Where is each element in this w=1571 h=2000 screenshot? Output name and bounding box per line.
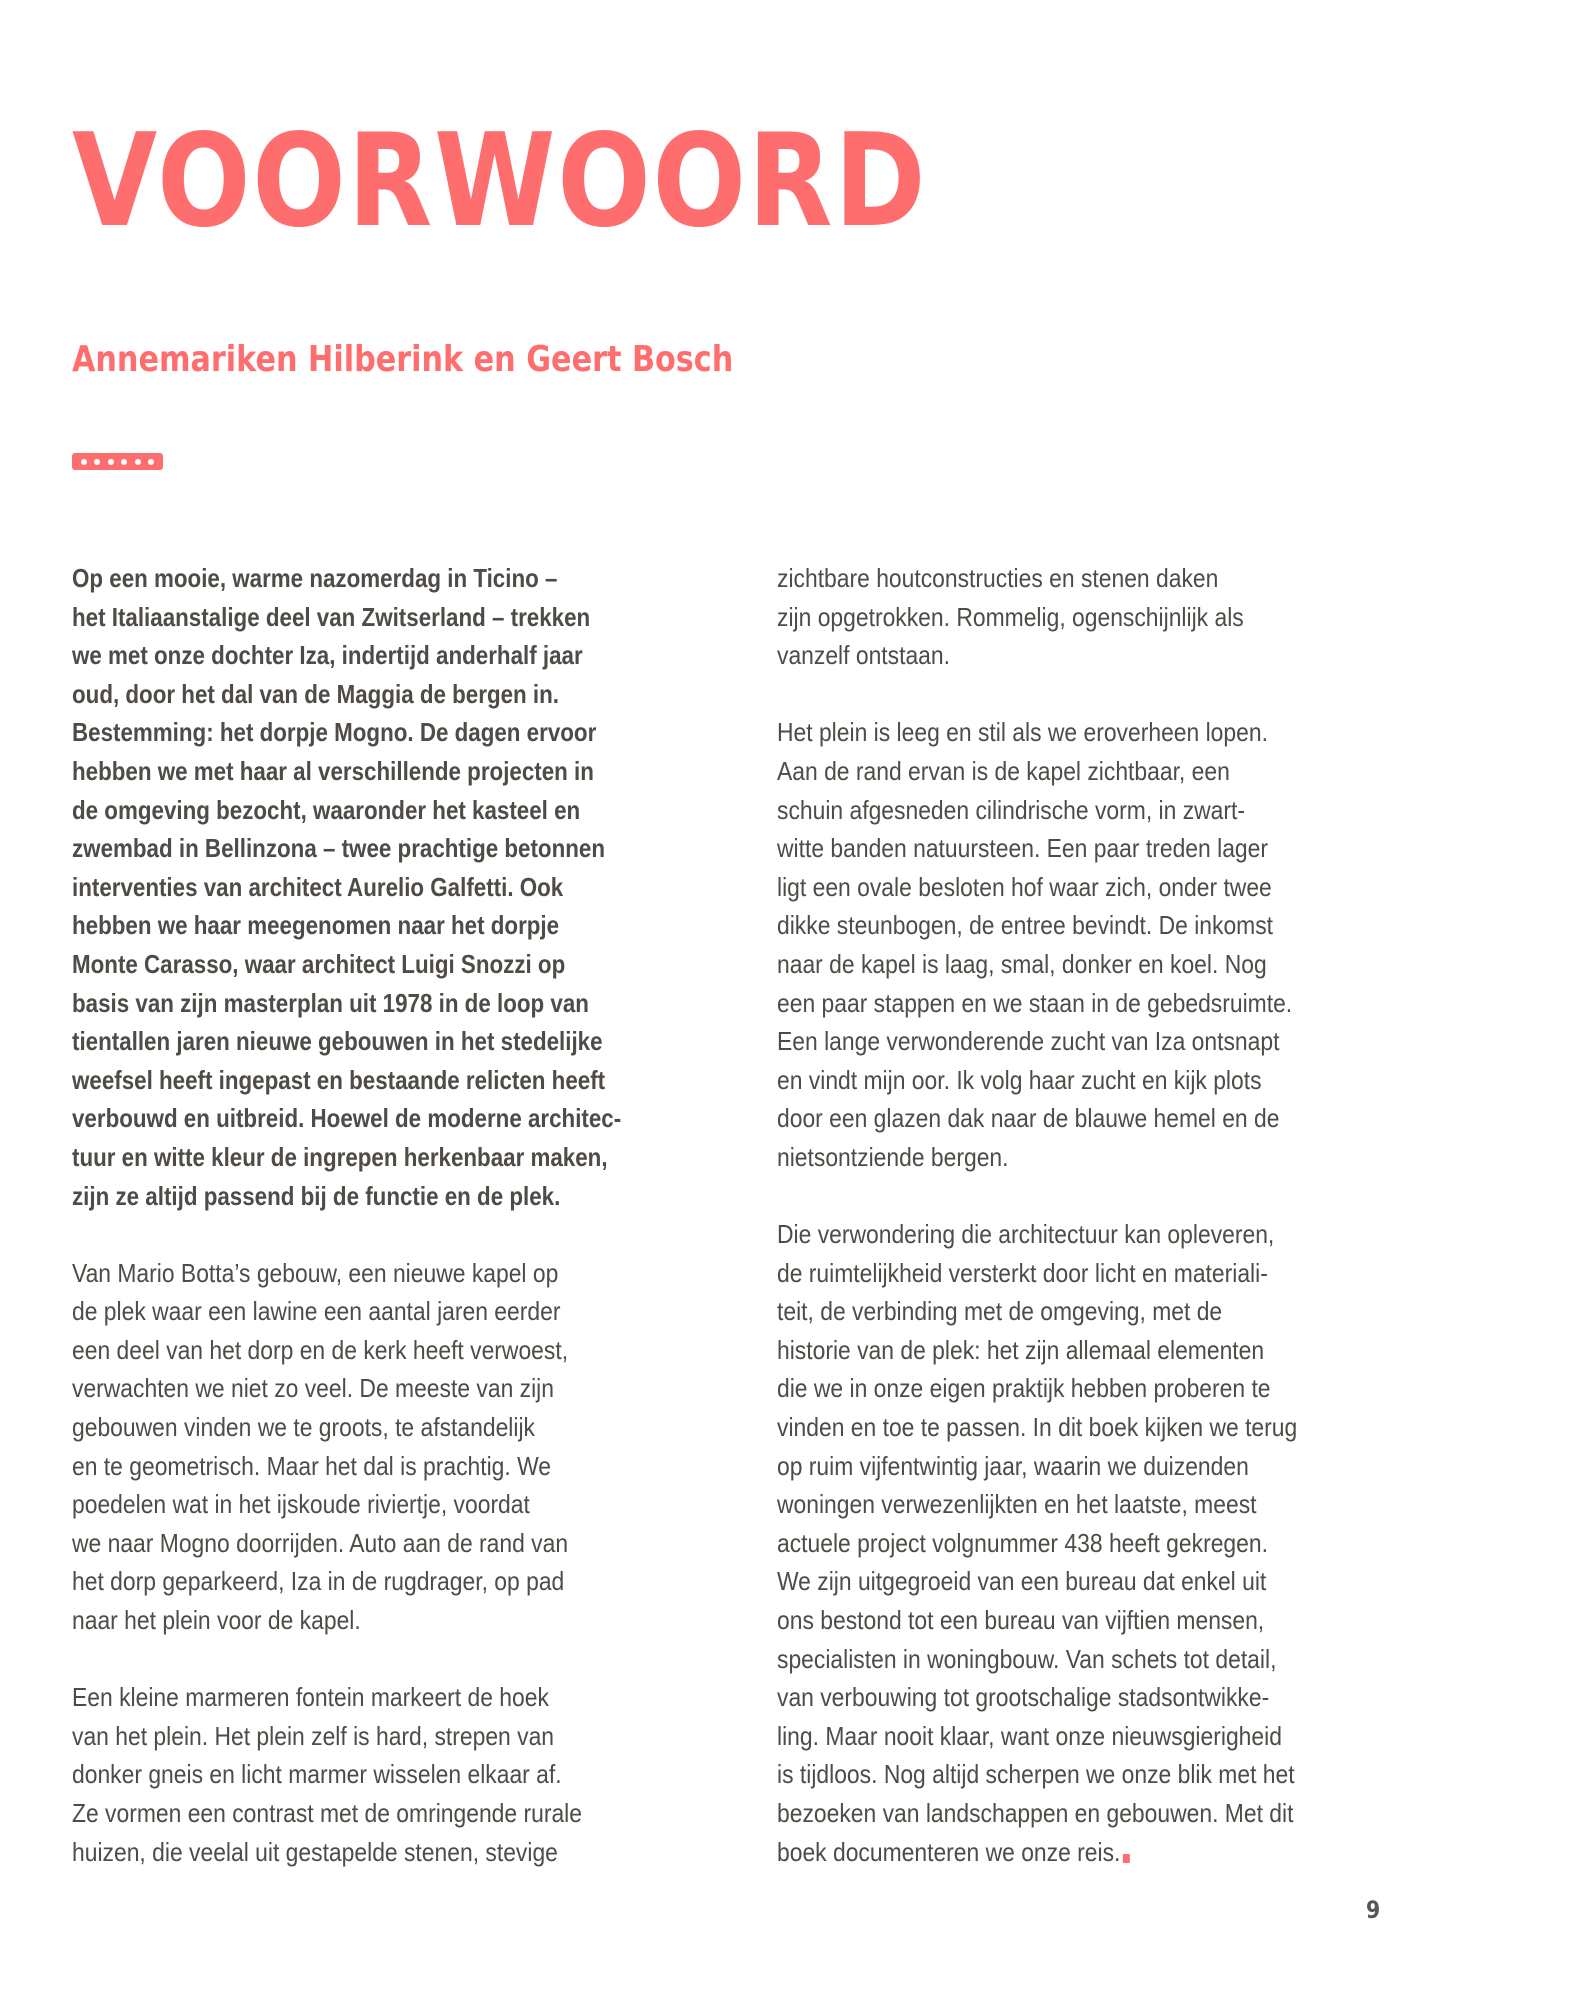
text-line — [72, 752, 622, 791]
text-line-content: huizen, die veelal uit gestapelde stenen, stevige — [72, 1836, 558, 1867]
text-line — [777, 752, 1340, 791]
text-line — [72, 1061, 622, 1100]
text-line-content: Bestemming: het dorpje Mogno. De dagen ervoor — [72, 717, 597, 748]
text-line-content: Een kleine marmeren fontein markeert de hoek — [72, 1682, 549, 1713]
text-line — [72, 1678, 635, 1717]
text-line-content: en vindt mijn oor. Ik volg haar zucht en kijk plots — [777, 1064, 1262, 1095]
text-line — [72, 906, 622, 945]
dotted-bar-icon — [72, 453, 163, 470]
text-line — [72, 1254, 635, 1293]
text-line — [72, 1022, 622, 1061]
text-line-content: Die verwondering die architectuur kan opleveren, — [777, 1219, 1275, 1250]
text-line-content: hebben we haar meegenomen naar het dorpje — [72, 910, 560, 941]
text-line-content: naar de kapel is laag, smal, donker en koel. Nog — [777, 948, 1267, 979]
text-line-content: de plek waar een lawine een aantal jaren eerder — [72, 1296, 561, 1327]
text-line-content: het dorp geparkeerd, Iza in de rugdrager, op pad — [72, 1566, 565, 1597]
dot — [108, 459, 114, 465]
dot — [148, 459, 154, 465]
text-line — [777, 829, 1340, 868]
page-title: VOORWOORD — [72, 107, 928, 256]
text-line — [72, 1099, 622, 1138]
text-line-content: historie van de plek: het zijn allemaal elementen — [777, 1334, 1265, 1365]
text-line-content: boek documenteren we onze reis. — [777, 1836, 1121, 1867]
text-line-content: verwachten we niet zo veel. De meeste van zijn — [72, 1373, 554, 1404]
text-line-content: de ruimtelijkheid versterkt door licht en materiali- — [777, 1257, 1268, 1288]
body-paragraph — [72, 1254, 712, 1640]
text-line-content: zichtbare houtconstructies en stenen daken — [777, 563, 1219, 593]
text-line — [72, 829, 622, 868]
text-line — [777, 1717, 1340, 1756]
text-line — [72, 1447, 635, 1486]
text-line-content: nietsontziende bergen. — [777, 1141, 1009, 1172]
text-line — [72, 1292, 635, 1331]
text-line — [777, 1833, 1340, 1872]
text-line — [777, 1640, 1340, 1679]
text-line — [72, 675, 622, 714]
text-line — [777, 1678, 1340, 1717]
text-line — [72, 1524, 635, 1563]
text-line-content: naar het plein voor de kapel. — [72, 1605, 361, 1636]
text-line-content: weefsel heeft ingepast en bestaande relicten heeft — [72, 1064, 606, 1095]
text-line-content: Aan de rand ervan is de kapel zichtbaar, een — [777, 755, 1230, 786]
text-line — [777, 598, 1340, 637]
text-line — [777, 1369, 1340, 1408]
text-line — [777, 1601, 1340, 1640]
text-line-content: Op een mooie, warme nazomerdag in Ticino – — [72, 563, 558, 593]
body-paragraph — [777, 713, 1417, 1176]
text-line — [72, 984, 622, 1023]
text-line-content: de omgeving bezocht, waaronder het kasteel en — [72, 794, 581, 825]
text-line — [777, 1485, 1340, 1524]
text-line — [777, 1562, 1340, 1601]
body-paragraph — [777, 559, 1417, 675]
text-line — [777, 1254, 1340, 1293]
text-line-content: Van Mario Botta’s gebouw, een nieuwe kapel op — [72, 1257, 559, 1288]
text-line-content: Ze vormen een contrast met de omringende rurale — [72, 1798, 582, 1828]
text-line-content: teit, de verbinding met de omgeving, met de — [777, 1296, 1223, 1327]
dot — [81, 459, 87, 465]
text-line-content: gebouwen vinden we te groots, te afstandelijk — [72, 1412, 535, 1443]
text-line-content: zwembad in Bellinzona – twee prachtige betonnen — [72, 833, 605, 864]
dot — [135, 459, 141, 465]
body-paragraph — [72, 1678, 712, 1871]
text-line-content: van verbouwing tot grootschalige stadsontwikke- — [777, 1682, 1270, 1713]
text-line — [72, 1485, 635, 1524]
dot — [94, 459, 100, 465]
text-line-content: we naar Mogno doorrijden. Auto aan de rand van — [72, 1527, 569, 1558]
text-line-content: een deel van het dorp en de kerk heeft verwoest, — [72, 1334, 569, 1365]
right-column — [777, 559, 1417, 1910]
text-line-content: en te geometrisch. Maar het dal is prachtig. We — [72, 1450, 552, 1481]
intro-paragraph — [72, 559, 712, 1215]
text-line — [72, 598, 622, 637]
text-line — [72, 1833, 635, 1872]
text-line — [777, 1447, 1340, 1486]
text-line-content: door een glazen dak naar de blauwe hemel en de — [777, 1103, 1280, 1134]
text-line — [72, 1755, 635, 1794]
text-line-content: op ruim vijfentwintig jaar, waarin we duizenden — [777, 1450, 1249, 1481]
text-line — [777, 1524, 1340, 1563]
text-line — [777, 1138, 1340, 1177]
body-paragraph — [777, 1215, 1417, 1871]
author-line: Annemariken Hilberink en Geert Bosch — [72, 339, 734, 380]
text-line-content: verbouwd en uitbreid. Hoewel de moderne architec- — [72, 1103, 622, 1134]
text-line — [72, 1177, 622, 1216]
text-line-content: we met onze dochter Iza, indertijd anderhalf jaar — [72, 640, 583, 671]
text-line-content: Monte Carasso, waar architect Luigi Snozzi op — [72, 948, 566, 979]
text-line — [777, 868, 1340, 907]
text-line-content: tuur en witte kleur de ingrepen herkenbaar maken, — [72, 1141, 608, 1172]
text-line-content: schuin afgesneden cilindrische vorm, in zwart- — [777, 794, 1245, 825]
text-line — [777, 1022, 1340, 1061]
text-line — [72, 1794, 635, 1833]
text-line — [72, 1138, 622, 1177]
text-line — [777, 791, 1340, 830]
text-line-content: Een lange verwonderende zucht van Iza ontsnapt — [777, 1026, 1280, 1057]
text-line-content: oud, door het dal van de Maggia de bergen in. — [72, 678, 560, 709]
left-column — [72, 559, 712, 1910]
text-line — [72, 1717, 635, 1756]
text-line-content: die we in onze eigen praktijk hebben proberen te — [777, 1373, 1271, 1404]
text-line — [72, 713, 622, 752]
text-line — [72, 868, 622, 907]
text-line — [777, 1408, 1340, 1447]
text-line — [72, 1562, 635, 1601]
text-line-content: vanzelf ontstaan. — [777, 640, 950, 671]
text-line — [72, 1408, 635, 1447]
text-line-content: is tijdloos. Nog altijd scherpen we onze blik met het — [777, 1759, 1295, 1790]
text-line-content: bezoeken van landschappen en gebouwen. Met dit — [777, 1798, 1294, 1828]
text-line — [777, 1331, 1340, 1370]
text-line-content: ling. Maar nooit klaar, want onze nieuwsgierigheid — [777, 1720, 1282, 1751]
text-line — [72, 1331, 635, 1370]
text-line — [777, 1292, 1340, 1331]
end-mark-icon — [1123, 1854, 1130, 1863]
text-line-content: poedelen wat in het ijskoude riviertje, voordat — [72, 1489, 530, 1520]
text-line-content: zijn opgetrokken. Rommelig, ogenschijnlijk als — [777, 601, 1244, 632]
text-line — [777, 1099, 1340, 1138]
text-line-content: een paar stappen en we staan in de gebedsruimte. — [777, 987, 1293, 1018]
text-line — [777, 1215, 1340, 1254]
text-line — [777, 1794, 1340, 1833]
text-line — [72, 636, 622, 675]
text-line-content: witte banden natuursteen. Een paar treden lager — [777, 833, 1268, 864]
text-line-content: Het plein is leeg en stil als we eroverheen lopen. — [777, 717, 1268, 748]
text-line — [777, 559, 1340, 598]
text-line-content: interventies van architect Aurelio Galfetti. Ook — [72, 871, 564, 902]
text-line-content: zijn ze altijd passend bij de functie en de plek. — [72, 1180, 561, 1211]
text-line-content: specialisten in woningbouw. Van schets tot detail, — [777, 1643, 1277, 1674]
text-line — [72, 1369, 635, 1408]
text-line — [777, 1755, 1340, 1794]
text-line-content: van het plein. Het plein zelf is hard, strepen van — [72, 1720, 555, 1751]
text-line — [777, 984, 1340, 1023]
page-number: 9 — [1366, 1896, 1381, 1924]
text-line-content: vinden en toe te passen. In dit boek kijken we terug — [777, 1412, 1298, 1443]
text-line — [72, 1601, 635, 1640]
text-line — [777, 713, 1340, 752]
text-line-content: dikke steunbogen, de entree bevindt. De inkomst — [777, 910, 1274, 941]
text-line — [72, 791, 622, 830]
text-line-content: ons bestond tot een bureau van vijftien mensen, — [777, 1605, 1265, 1636]
dot — [121, 459, 127, 465]
text-line-content: actuele project volgnummer 438 heeft gekregen. — [777, 1527, 1268, 1558]
text-line-content: hebben we met haar al verschillende projecten in — [72, 755, 594, 786]
text-line — [72, 559, 622, 598]
text-line-content: tientallen jaren nieuwe gebouwen in het stedelijke — [72, 1026, 603, 1057]
text-line-content: We zijn uitgegroeid van een bureau dat enkel uit — [777, 1566, 1267, 1597]
text-line — [777, 906, 1340, 945]
text-line-content: woningen verwezenlijkten en het laatste, meest — [777, 1489, 1257, 1520]
text-line-content: ligt een ovale besloten hof waar zich, onder twee — [777, 871, 1272, 902]
text-line-content: donker gneis en licht marmer wisselen elkaar af. — [72, 1759, 562, 1790]
text-line — [777, 945, 1340, 984]
text-line-content: het Italiaanstalige deel van Zwitserland – trekken — [72, 601, 591, 632]
text-line-content: basis van zijn masterplan uit 1978 in de loop van — [72, 987, 589, 1018]
text-line — [777, 636, 1340, 675]
text-line — [777, 1061, 1340, 1100]
text-line — [72, 945, 622, 984]
